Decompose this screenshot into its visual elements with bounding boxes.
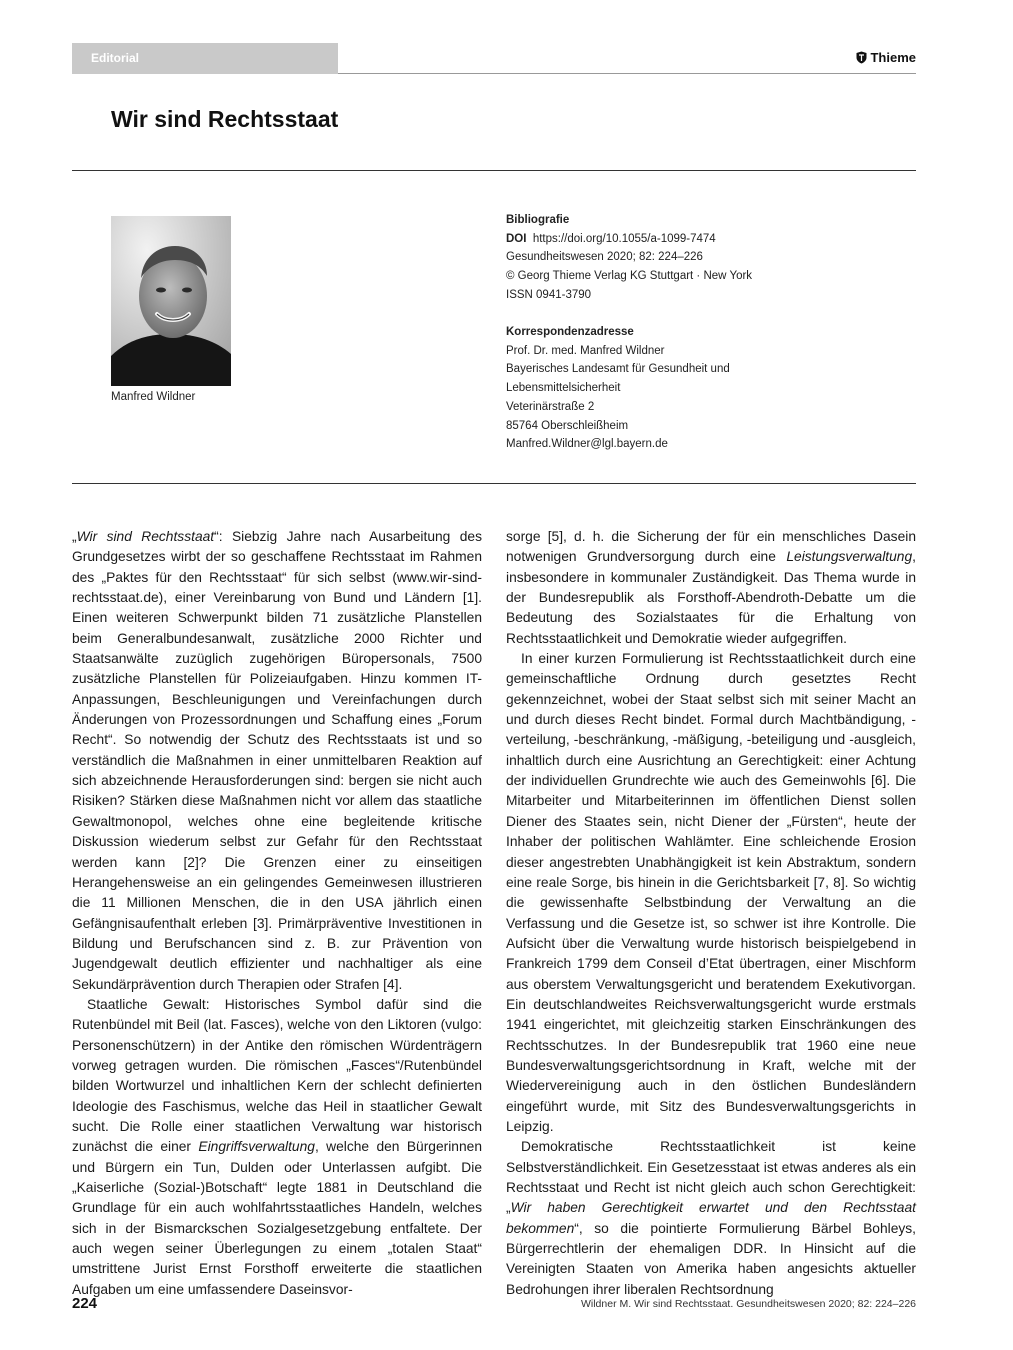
publisher-logo <box>856 50 916 65</box>
paragraph: Demokratische Rechtsstaatlichkeit ist keine Selbstverständlichkeit. Ein Gesetzesstaat ist etwas anderes als ein Rechtsstaat und Recht ist nicht gleich auch schon Gerechtigkeit: „Wir haben Gerechtigkeit erwartet und den Rechtsstaat bekommen“, so die pointierte Formulierung Bärbel Bohleys, Bürgerrechtlerin der ehemaligen DDR. In Hinsicht auf die Vereinigten Staaten von Amerika haben angesichts aktueller Bedrohungen ihrer liberalen Rechtsordnung <box>506 1139 916 1297</box>
photo-caption: Manfred Wildner <box>111 391 196 403</box>
author-photo <box>111 216 231 386</box>
header-block-divider <box>72 483 916 484</box>
correspondence-block <box>506 323 730 454</box>
copyright-line: © Georg Thieme Verlag KG Stuttgart · New York <box>506 270 753 283</box>
doi-link[interactable]: https://doi.org/10.1055/a-1099-7474 <box>532 232 716 245</box>
issn-line: ISSN 0941-3790 <box>506 288 592 301</box>
correspondence-line: Lebensmittelsicherheit <box>506 382 621 395</box>
correspondence-heading: Korrespondenzadresse <box>506 326 634 338</box>
doi-line <box>506 230 752 249</box>
bibliography-block <box>506 211 752 305</box>
correspondence-line: 85764 Oberschleißheim <box>506 419 629 432</box>
correspondence-line: Prof. Dr. med. Manfred Wildner <box>506 344 665 357</box>
correspondence-email[interactable]: Manfred.Wildner@lgl.bayern.de <box>506 438 668 451</box>
paragraph: Staatliche Gewalt: Historisches Symbol dafür sind die Rutenbündel mit Beil (lat. Fasces), welche von den Liktoren (vulgo: Personenschützern) in der Antike den römischen Würdenträgern vorweg getragen wurden. Die römischen „Fasces“/Rutenbündel bilden Wortwurzel und inhaltlichen Kern der schlecht definierten Ideologie des Faschismus, welche das Heil in staatlicher Gewalt sucht. Die Rolle einer staatlichen Verwaltung war historisch zunächst die einer Eingriffsverwaltung, welche den Bürgerinnen und Bürgern ein Tun, Dulden oder Unterlassen aufgibt. Die „Kaiserliche (Sozial-)Botschaft“ legte 1881 in Deutschland die Grundlage für ein auch wohlfahrtsstaatliches Handeln, welches sich in der Bismarckschen Sozialgesetzgebung entfaltete. Der auch wegen seiner Überlegungen zu einem „totalen Staat“ umstrittene Jurist Ernst Forsthoff erweiterte die staatlichen Aufgaben um eine umfassendere Daseinsvor- <box>72 996 482 1297</box>
paragraph: „Wir sind Rechtsstaat“: Siebzig Jahre nach Ausarbeitung des Grundgesetzes wirbt der so geschaffene Rechtsstaat im Rahmen des „Paktes für den Rechtsstaat“ für sich selbst (www.wir-sind-rechtsstaat.de), einer Vereinbarung von Bund und Ländern [1]. Einen weiteren Schwerpunkt bilden 71 zusätzliche Planstellen beim Generalbundesanwalt, zusätzliche 2000 Richter und Staatsanwälte zuzüglich zugehörigen Büropersonals, 7500 zusätzliche Planstellen für Polizeiaufgaben. Hinzu kommen IT-Anpassungen, Beschleunigungen und Vereinfachungen durch Änderungen von Prozessordnungen und Schaffung eines „Forum Recht“. So notwendig der Schutz des Rechtsstaats ist und so verständlich die Maßnahmen in einer unmittelbaren Reaktion auf sich abzeichnende Herausforderungen sind: bergen sie nicht auch Risiken? Stärken diese Maßnahmen nicht vor allem das staatliche Gewaltmonopol, welches ohne eine begleitende kritische Diskussion wiederum selbst zur Gefahr für den Rechtsstaat werden kann [2]? Die Grenzen einer zu einseitigen Herangehensweise an ein gelingendes Gemeinwesen illustrieren die 11 Millionen Menschen, die in den USA jährlich einen Gefängnisaufenthalt erleben [3]. Primärpräventive Investitionen in Bildung und Berufschancen sind z. B. zur Prävention von Jugendgewalt deutlich effizienter und nachhaltiger als eine Sekundärprävention durch Therapien oder Strafen [4]. <box>72 529 482 992</box>
body-column-right <box>506 527 916 1300</box>
journal-citation: Gesundheitswesen 2020; 82: 224–226 <box>506 251 703 264</box>
title-divider <box>72 170 916 171</box>
correspondence-line: Bayerisches Landesamt für Gesundheit und <box>506 363 730 376</box>
doi-label: DOI <box>506 232 527 245</box>
bibliography-heading: Bibliografie <box>506 214 570 226</box>
page-number: 224 <box>72 1295 98 1312</box>
publisher-name: Thieme <box>870 50 916 65</box>
correspondence-line: Veterinärstraße 2 <box>506 400 595 413</box>
running-footer: Wildner M. Wir sind Rechtsstaat. Gesundheitswesen 2020; 82: 224–226 <box>580 1298 916 1310</box>
header-divider <box>338 73 916 74</box>
paragraph: sorge [5], d. h. die Sicherung der für ein menschliches Dasein notwenigen Grundversorgung durch eine Leistungsverwaltung, insbesondere in kommunaler Zuständigkeit. Das Thema wurde in der Bundesrepublik als Forsthoff-Abendroth-Debatte um die Bedeutung des Sozialstaates für die Erhaltung von Rechtsstaatlichkeit und Demokratie wieder aufgegriffen. <box>506 529 916 646</box>
author-portrait-image <box>111 216 231 386</box>
thieme-shield-icon <box>856 51 867 64</box>
section-label: Editorial <box>72 43 338 74</box>
body-column-left <box>72 527 482 1300</box>
article-title: Wir sind Rechtsstaat <box>111 106 339 132</box>
paragraph: In einer kurzen Formulierung ist Rechtsstaatlichkeit durch eine gemeinschaftliche Ordnung durch gesetztes Recht gekennzeichnet, wobei der Staat selbst sich mit seiner Macht an und durch dieses Recht bindet. Formal durch Machtbändigung, -verteilung, -beschränkung, -mäßigung, -beteiligung und -ausgleich, inhaltlich durch eine Ausrichtung an Gerechtigkeit: einer Achtung der individuellen Grundrechte wie auch des Gemeinwohls [6]. Die Mitarbeiter und Mitarbeiterinnen im öffentlichen Dienst sollen Diener des Staates sein, nicht Diener der „Fürsten“, heute der Inhaber der politischen Wahlämter. Eine schleichende Erosion dieser angestrebten Unabhängigkeit ist kein Abstraktum, sondern eine reale Sorge, bis hinein in die Gerichtsbarkeit [7, 8]. So wichtig die gewissenhafte Selbstbindung der Verwaltung an die Verfassung und die Gesetze ist, so schwer ist ihre Kontrolle. Die Aufsicht über die Verwaltung wurde historisch beispielgebend in Frankreich 1799 dem Conseil d’Etat übertragen, einer Mischform aus oberstem Verwaltungsgericht und beratendem Exekutivorgan. Ein deutschlandweites Reichsverwaltungsgericht wurde erstmals 1941 eingerichtet, mit gleichzeitig starken Einschränkungen des Rechtsschutzes. In der Bundesrepublik trat 1960 eine neue Bundesverwaltungsgerichtsordnung in Kraft, welche mit der Wiedervereinigung auch in den östlichen Bundesländern eingeführt wurde, mit Sitz des Bundesverwaltungsgerichts in Leipzig. <box>506 651 916 1134</box>
